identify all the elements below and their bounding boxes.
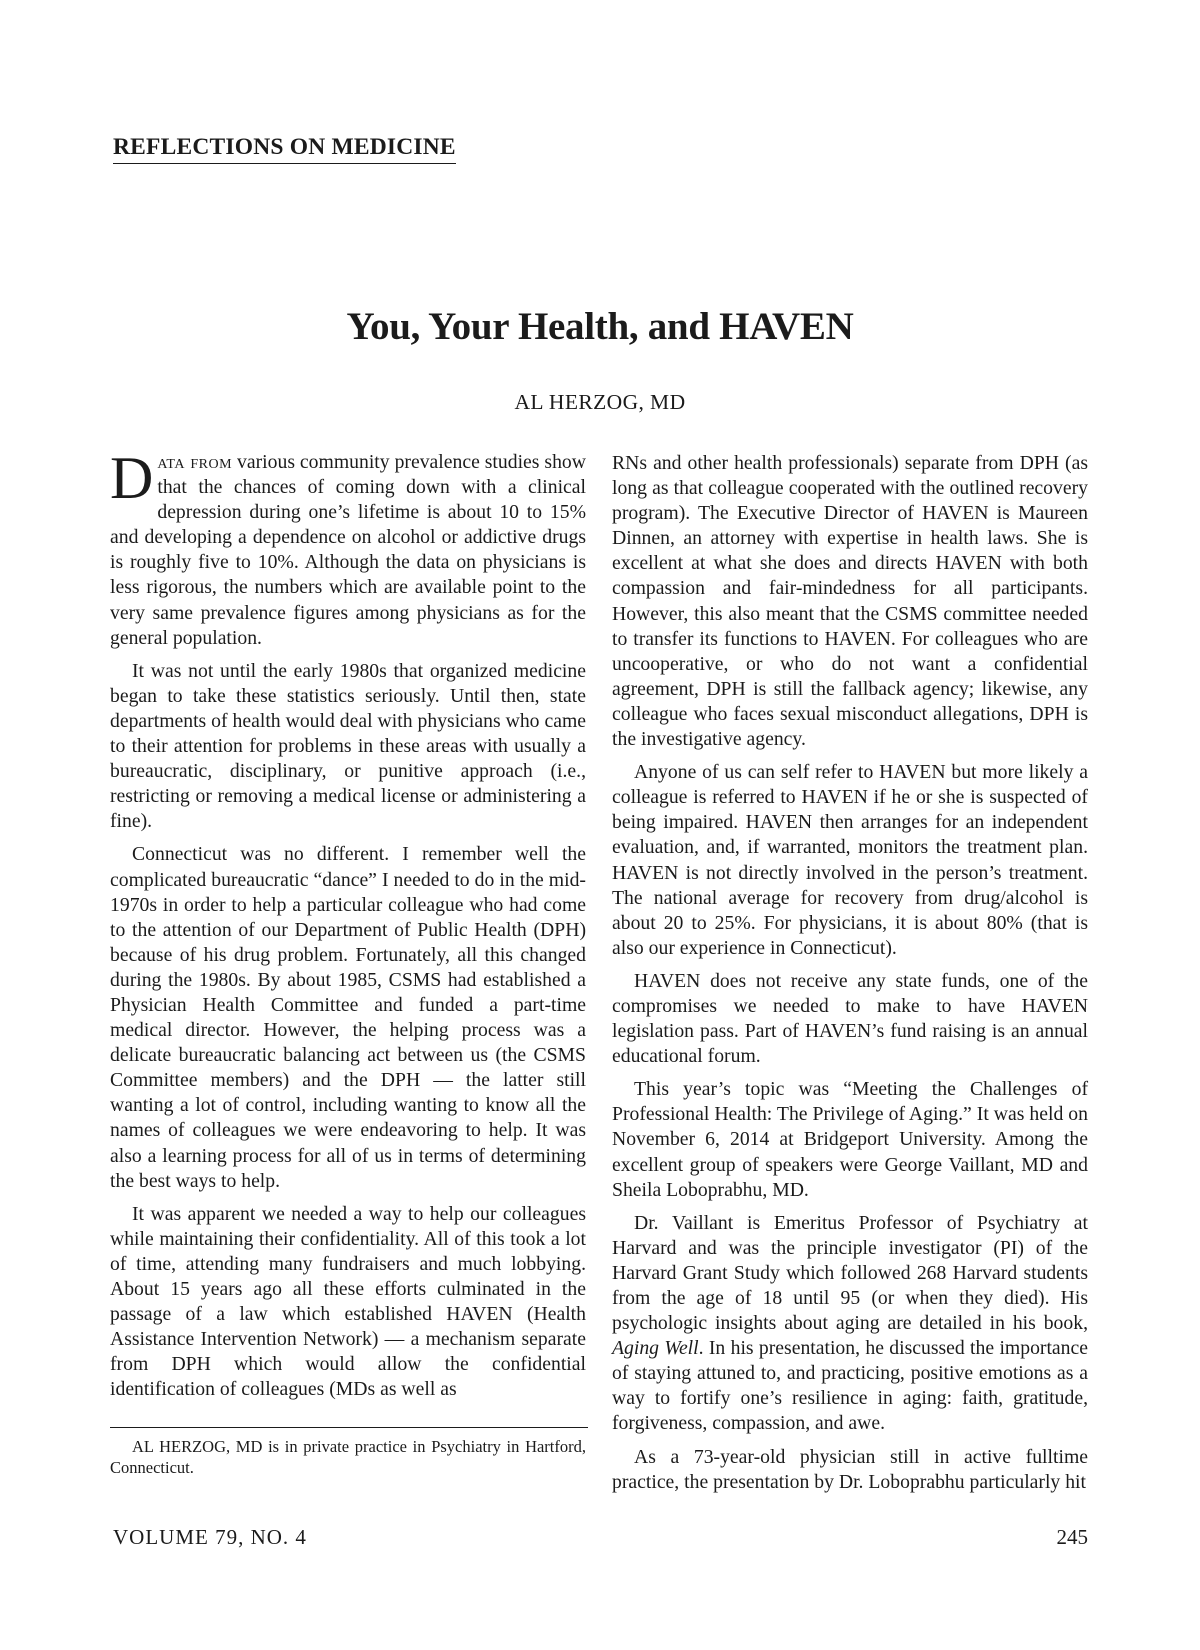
vaillant-text-after: . In his presentation, he discussed the importance of staying attuned to, and practicing, positive emotions as a way to fortify one’s resilience in aging: faith, gratitude, forgiveness, compassion, and awe. <box>612 1337 1088 1435</box>
lead-in-small-caps: ata from <box>157 451 233 473</box>
body-paragraph: As a 73-year-old physician still in active fulltime practice, the presentation by Dr. Loboprabhu particularly hit <box>612 1445 1088 1493</box>
body-paragraph: It was apparent we needed a way to help our colleagues while maintaining their confidentiality. All of this took a lot of time, attending many fundraisers and much lobbying. About 15 years ago all these efforts culminated in the passage of a law which established HAVEN (Health Assistance Intervention Network) — a mechanism separate from DPH which would allow the confidential identification of colleagues (MDs as well as <box>110 1202 586 1401</box>
vaillant-paragraph <box>612 1211 1088 1437</box>
page-number: 245 <box>1056 1525 1088 1549</box>
continued-paragraph: RNs and other health professionals) separate from DPH (as long as that colleague cooperated with the outlined recovery program). The Executive Director of HAVEN is Maureen Dinnen, an attorney with expertise in health laws. She is excellent at what she does and directs HAVEN with both compassion and fair-mindedness for all participants. However, this also meant that the CSMS committee needed to transfer its functions to HAVEN. For colleagues who are uncooperative, or who do not want a confidential agreement, DPH is still the fallback agency; likewise, any colleague who faces sexual misconduct allegations, DPH is the investigative agency. <box>612 452 1088 751</box>
intro-paragraph <box>110 445 586 651</box>
author-byline: AL HERZOG, MD <box>514 390 686 414</box>
intro-text: various community prevalence studies show that the chances of coming down with a clinical depression during one’s lifetime is about 10 to 15% and developing a dependence on alcohol or addictive drugs is roughly five to 10%. Although the data on physicians is less rigorous, the numbers which are available point to the very same prevalence figures among physicians as for the general population. <box>110 451 586 649</box>
author-footnote: AL HERZOG, MD is in private practice in Psychiatry in Hartford, Connecticut. <box>110 1437 586 1477</box>
book-title: Aging Well <box>612 1337 699 1360</box>
drop-cap: D <box>110 445 154 511</box>
body-paragraph: Connecticut was no different. I remember well the complicated bureaucratic “dance” I needed to do in the mid-1970s in order to help a particular colleague who had come to the attention of our Department of Public Health (DPH) because of his drug problem. Fortunately, all this changed during the 1980s. By about 1985, CSMS had established a Physician Health Committee and funded a part-time medical director. However, the helping process was a delicate bureaucratic balancing act between us (the CSMS Committee members) and the DPH — the latter still wanting a lot of control, including wanting to know all the names of colleagues we were endeavoring to help. It was also a learning process for all of us in terms of determining the best ways to help. <box>110 843 586 1192</box>
body-paragraph: It was not until the early 1980s that organized medicine began to take these statistics seriously. Until then, state departments of health would deal with physicians who came to their attention for problems in these areas with usually a bureaucratic, disciplinary, or punitive approach (i.e., restricting or removing a medical license or administering a fine). <box>110 659 586 833</box>
body-paragraph: Anyone of us can self refer to HAVEN but more likely a colleague is referred to HAVEN if he or she is suspected of being impaired. HAVEN then arranges for an independent evaluation, and, if warranted, monitors the treatment plan. HAVEN is not directly involved in the person’s treatment. The national average for recovery from drug/alcohol is about 20 to 25%. For physicians, it is about 80% (that is also our experience in Connecticut). <box>612 761 1088 959</box>
body-paragraph: This year’s topic was “Meeting the Challenges of Professional Health: The Privilege of Aging.” It was held on November 6, 2014 at Bridgeport University. Among the excellent group of speakers were George Vaillant, MD and Sheila Loboprabhu, MD. <box>612 1078 1088 1201</box>
article-title: You, Your Health, and HAVEN <box>346 305 854 348</box>
footnote-rule <box>110 1427 588 1428</box>
left-column <box>110 445 586 1410</box>
volume-footer: VOLUME 79, NO. 4 <box>113 1525 307 1549</box>
vaillant-text-before: Dr. Vaillant is Emeritus Professor of Psychiatry at Harvard and was the principle investigator (PI) of the Harvard Grant Study which followed 268 Harvard students from the age of 18 until 95 (or when they died). His psychologic insights about aging are detailed in his book, <box>612 1211 1088 1335</box>
body-paragraph: HAVEN does not receive any state funds, one of the compromises we needed to make to have HAVEN legislation pass. Part of HAVEN’s fund raising is an annual educational forum. <box>612 969 1088 1068</box>
section-label: REFLECTIONS ON MEDICINE <box>113 134 456 164</box>
right-column <box>612 451 1088 1503</box>
